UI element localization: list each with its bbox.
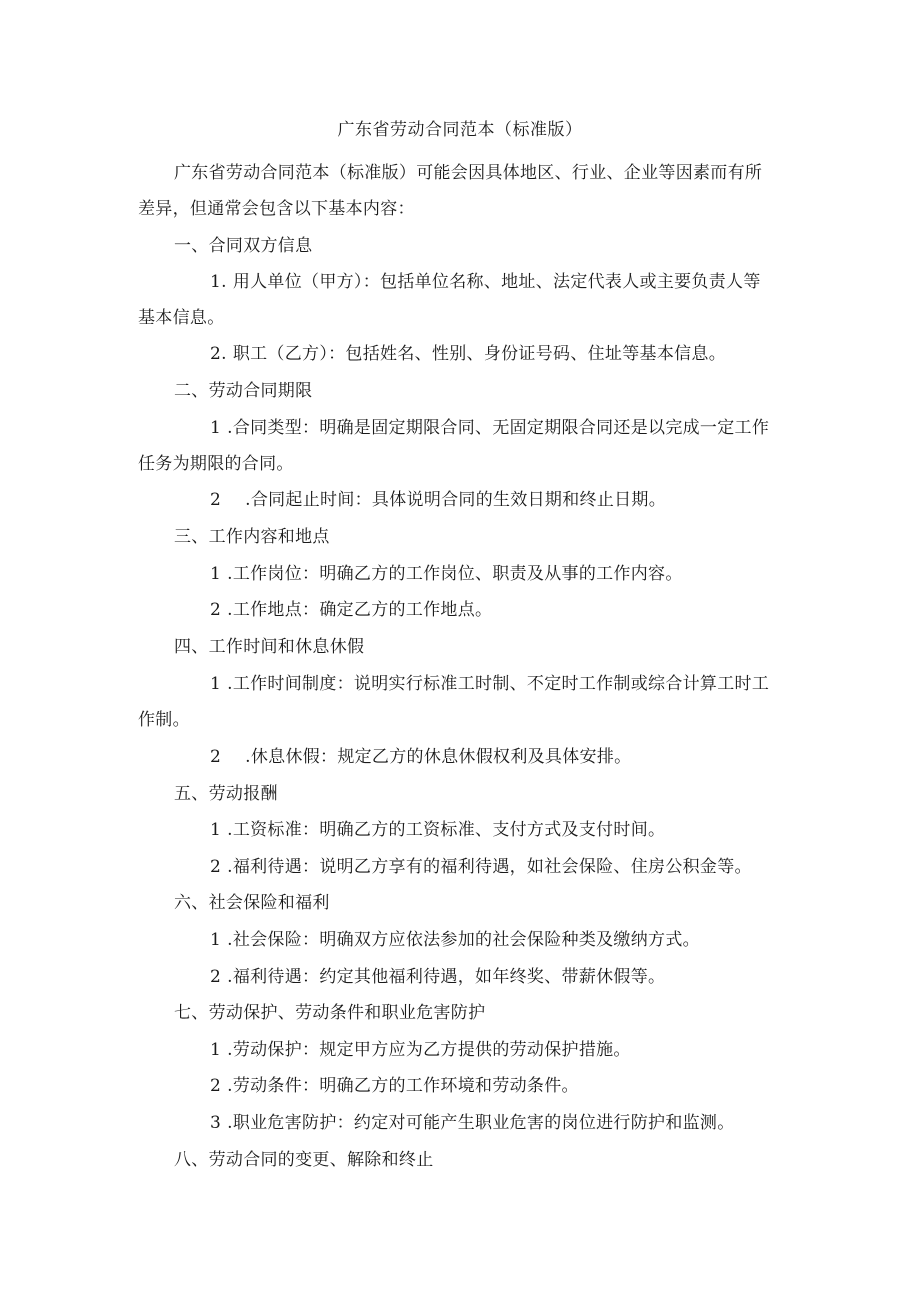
item-number: 1 [210,418,222,438]
item-number: 1 [210,1040,222,1060]
section-3-item-1 [138,556,774,592]
section-heading-1: 一、合同双方信息 [174,236,313,256]
document-title: 广东省劳动合同范本（标准版） [337,120,583,140]
item-number: 1 [210,674,222,694]
section-heading-8: 八、劳动合同的变更、解除和终止 [174,1150,434,1170]
section-heading-2: 二、劳动合同期限 [174,381,313,401]
section-7-item-3 [138,1105,774,1141]
section-7-item-1 [138,1032,774,1068]
item-number: 2 [210,1076,222,1096]
section-7-item-2 [138,1068,774,1104]
section-heading-5: 五、劳动报酬 [174,784,278,804]
section-heading-6: 六、社会保险和福利 [174,893,330,913]
section-6-item-2 [138,959,774,995]
item-number: 2 [210,747,222,767]
section-5-item-1 [138,812,774,848]
item-number: 1 [210,820,222,840]
section-2-item-2 [138,482,774,518]
section-2-item-1 [138,410,774,482]
item-number: 2 [210,857,222,877]
item-text: .工资标准：明确乙方的工资标准、支付方式及支付时间。 [227,820,666,840]
item-number: 2. [210,344,227,364]
item-text: .工作时间制度：说明实行标准工时制、不定时工作制或综合计算工时工作制。 [138,674,770,730]
item-text: 职工（乙方）：包括姓名、性别、身份证号码、住址等基本信息。 [232,344,727,364]
section-1-item-2 [138,336,774,372]
item-number: 1 [210,564,222,584]
item-text: .职业危害防护：约定对可能产生职业危害的岗位进行防护和监测。 [227,1113,735,1133]
item-text: .劳动条件：明确乙方的工作环境和劳动条件。 [227,1076,579,1096]
item-number: 2 [210,490,222,510]
section-5-item-2 [138,849,774,885]
section-heading-7: 七、劳动保护、劳动条件和职业危害防护 [174,1003,486,1023]
item-text: .休息休假：规定乙方的休息休假权利及具体安排。 [245,747,632,767]
item-text: .合同类型：明确是固定期限合同、无固定期限合同还是以完成一定工作任务为期限的合同。 [138,418,770,474]
item-text: .福利待遇：说明乙方享有的福利待遇，如社会保险、住房公积金等。 [227,857,752,877]
section-heading-4: 四、工作时间和休息休假 [174,637,365,657]
item-text: .工作岗位：明确乙方的工作岗位、职责及从事的工作内容。 [227,564,683,584]
item-number: 2 [210,600,222,620]
intro-paragraph: 广东省劳动合同范本（标准版）可能会因具体地区、行业、企业等因素而有所差异，但通常会包含以下基本内容： [138,163,763,219]
item-number: 2 [210,967,222,987]
section-heading-3: 三、工作内容和地点 [174,527,330,547]
item-text: .工作地点：确定乙方的工作地点。 [227,600,493,620]
item-text: .劳动保护：规定甲方应为乙方提供的劳动保护措施。 [227,1040,631,1060]
section-1-item-1 [138,264,774,336]
section-3-item-2 [138,592,774,628]
item-text: .福利待遇：约定其他福利待遇，如年终奖、带薪休假等。 [227,967,666,987]
item-text: .合同起止时间：具体说明合同的生效日期和终止日期。 [245,490,667,510]
item-number: 1. [210,272,227,292]
item-text: .社会保险：明确双方应依法参加的社会保险种类及缴纳方式。 [227,930,700,950]
section-4-item-1 [138,666,774,738]
item-number: 1 [210,930,222,950]
item-number: 3 [210,1113,222,1133]
section-6-item-1 [138,922,774,958]
item-text: 用人单位（甲方）：包括单位名称、地址、法定代表人或主要负责人等基本信息。 [138,272,761,328]
section-4-item-2 [138,739,774,775]
